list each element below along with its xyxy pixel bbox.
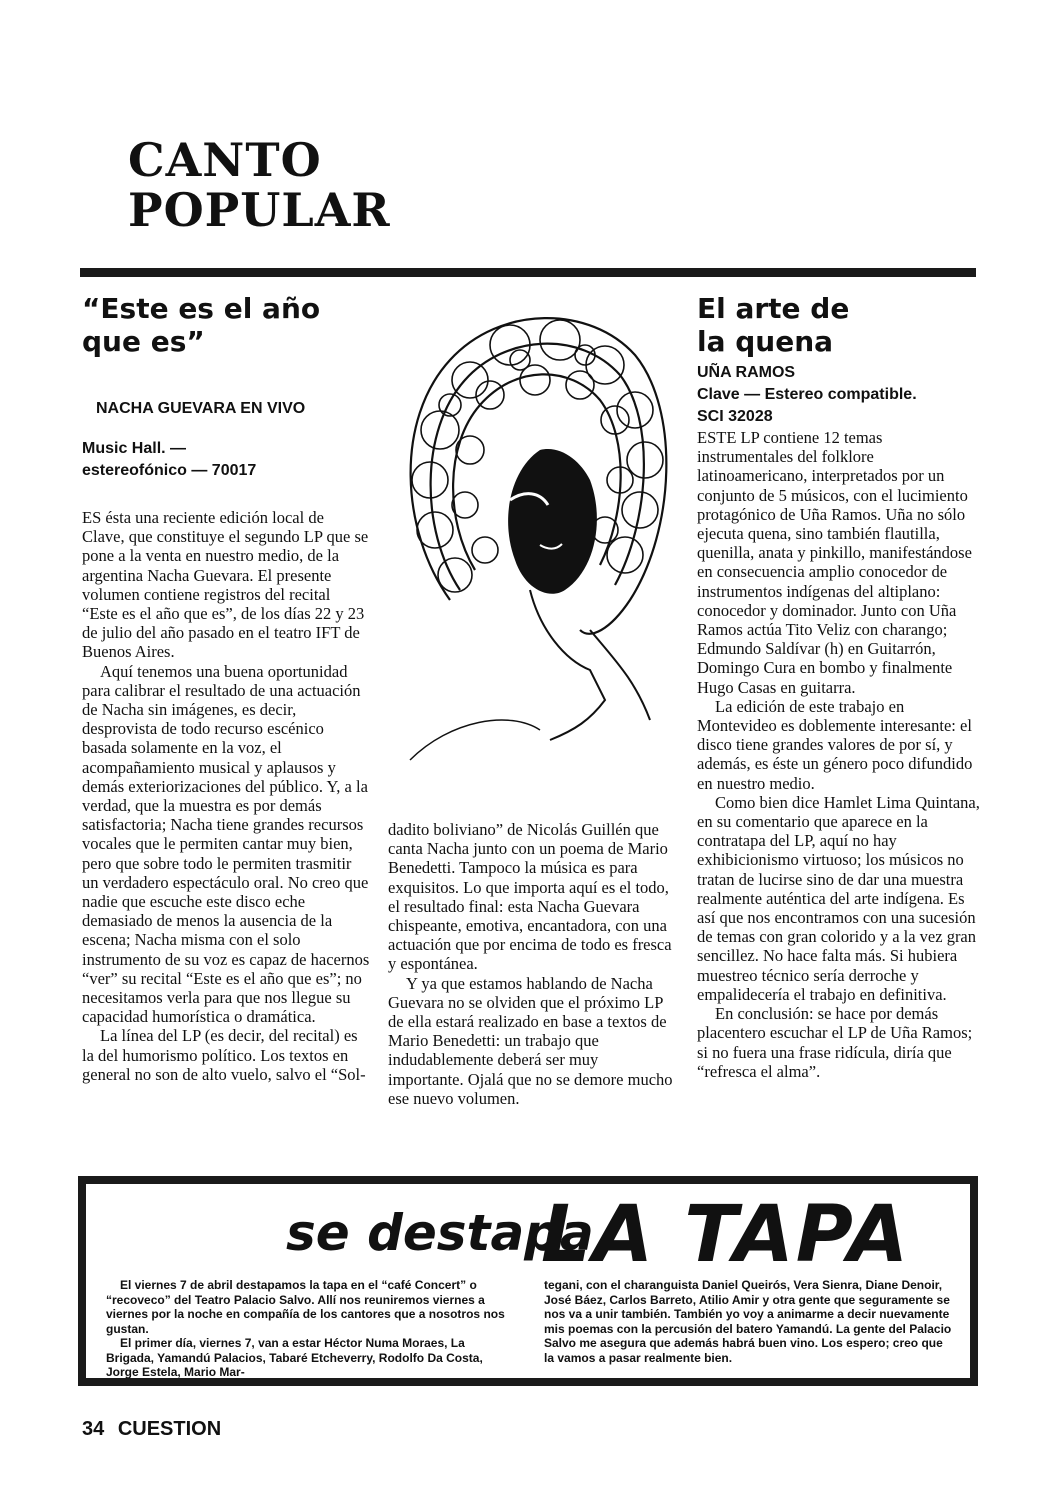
article-nacha-guevara [82,292,370,1084]
promo-column-2 [544,1278,954,1365]
masthead [128,133,391,237]
article1-catalog: estereofónico — 70017 [82,462,257,479]
nacha-guevara-illustration [390,300,680,815]
article1-paragraph: dadito boliviano” de Nicolás Guillén que canta Nacha junto con un poema de Mario Benedetti. Tampoco la música es para exquisitos. Lo que importa aquí es el todo, el resultado final: esta Nacha Guevara chispeante, emotiva, encantadora, con una actuación que por encima de todo es fresca y espontánea. [388,820,672,974]
article1-body [82,508,370,1084]
article2-headline-line1: El arte de [697,292,850,325]
article2-paragraph: La edición de este trabajo en Montevideo es doblemente interesante: el disco tiene grandes valores de por sí, y además, es éste un género poco difundido en nuestro medio. [697,696,973,793]
article2-paragraph: ESTE LP contiene 12 temas instrumentales del folklore latinoamericano, interpretados por un conjunto de 5 músicos, con el lucimiento protagónico de Uña Ramos. Uña no sólo ejecuta quena, sino también flautilla, quenilla, anata y pinkillo, manifestándose en consecuencia amplio conocedor de instrumentos indígenas del altiplano: conocedor y dominador. Junto con Uña Ramos actúa Tito Veliz con charango; Edmundo Saldívar (h) en Guitarrón, Domingo Cura en bombo y finalmente Hugo Casas en guitarra. [697,428,972,697]
page-footer [82,1418,221,1441]
masthead-line2: POPULAR [128,183,391,237]
article1-paragraph: ES ésta una reciente edición local de Clave, que constituye el segundo LP que se pone a la venta en nuestro medio, de la argentina Nacha Guevara. El presente volumen contiene registros del recital “Este es el año que es”, de los días 22 y 23 de julio del año pasado en el teatro IFT de Buenos Aires. [82,508,369,662]
article1-headline-line1: “Este es el año [82,292,321,325]
article2-headline-line2: la quena [697,325,834,358]
article1-artist-title: NACHA GUEVARA EN VIVO [96,400,306,417]
promo-title-big: LA TAPA [541,1190,911,1280]
article2-paragraph: Como bien dice Hamlet Lima Quintana, en su comentario que aparece en la contratapa del LP, aquí no hay exhibicionismo virtuoso; los músicos no tratan de lucirse sino de dar una muestra realmente auténtica del arte indígena. Es así que nos encontramos con una sucesión de temas con gran colorido y a la vez gran sencillez. No hace falta más. Si hubiera muestreo técnico sería derroche y empalidecería el trabajo en definitiva. [697,792,980,1004]
section-rule [80,268,976,277]
article1-label: Music Hall. — [82,440,187,457]
article1-headline-line2: que es” [82,325,205,358]
promo-paragraph: tegani, con el charanguista Daniel Queirós, Vera Sienra, Diane Denoir, José Báez, Carlos Barreto, Atilio Amir y otra gente que seguramente se nos va a unir también. También yo voy a animarme a decir nuevamente mis poemas con la percusión del batero Yamandú. La gente del Palacio Salvo me asegura que además habrá buen vino. Los espero; creo que la vamos a pasar realmente bien. [544,1278,952,1365]
article2-artist: UÑA RAMOS [697,364,796,381]
la-tapa-promo-box [78,1176,978,1386]
article2-label: Clave — Estereo compatible. [697,386,917,403]
article1-paragraph: Y ya que estamos hablando de Nacha Guevara no se olviden que el próximo LP de ella estará realizado en base a textos de Mario Benedetti: un trabajo que indudablemente deberá ser muy importante. Ojalá que no se demore mucho ese nuevo volumen. [388,973,673,1108]
promo-paragraph: El primer día, viernes 7, van a estar Héctor Numa Moraes, La Brigada, Yamandú Palacios, Tabaré Etcheverry, Rodolfo Da Costa, Jorge Estela, Mario Mar- [106,1336,483,1379]
article2-body [697,428,980,1081]
article1-continuation [388,820,678,1108]
article2-catalog: SCI 32028 [697,408,773,425]
article-una-ramos [697,292,980,1081]
article2-paragraph: En conclusión: se hace por demás placentero escuchar el LP de Uña Ramos; si no fuera una frase ridícula, diría que “refresca el alma”. [697,1004,973,1081]
masthead-line1: CANTO [128,133,322,187]
promo-title-small: se destapa [286,1204,594,1262]
article1-paragraph: Aquí tenemos una buena oportunidad para calibrar el resultado de una actuación de Nacha sin imágenes, es decir, desprovista de todo recurso escénico basada solamente en la voz, el acompañamiento musical y aplausos y demás exteriorizaciones del público. Y, a la verdad, que la muestra es por demás satisfactoria; Nacha tiene grandes recursos vocales que le permiten cantar muy bien, pero que sobre todo le permiten trasmitir un verdadero espectáculo oral. No creo que nadie que escuche este disco eche demasiado de menos la ausencia de la escena; Nacha misma con el solo instrumento de su voz es capaz de hacernos “ver” su recital “Este es el año que es”; no necesitamos verla para que nos llegue su capacidad humorística o dramática. [82,661,370,1027]
magazine-name: CUESTION [117,1418,222,1440]
promo-paragraph: El viernes 7 de abril destapamos la tapa en el “café Concert” o “recoveco” del Teatro Palacio Salvo. Allí nos reuniremos viernes a viernes por la noche en compañía de los cantores que a nosotros nos gustan. [106,1278,505,1336]
page-number: 34 [82,1418,105,1440]
promo-column-1 [106,1278,516,1380]
article1-paragraph: La línea del LP (es decir, del recital) es la del humorismo político. Los textos en general no son de alto vuelo, salvo el “Sol- [82,1026,366,1084]
